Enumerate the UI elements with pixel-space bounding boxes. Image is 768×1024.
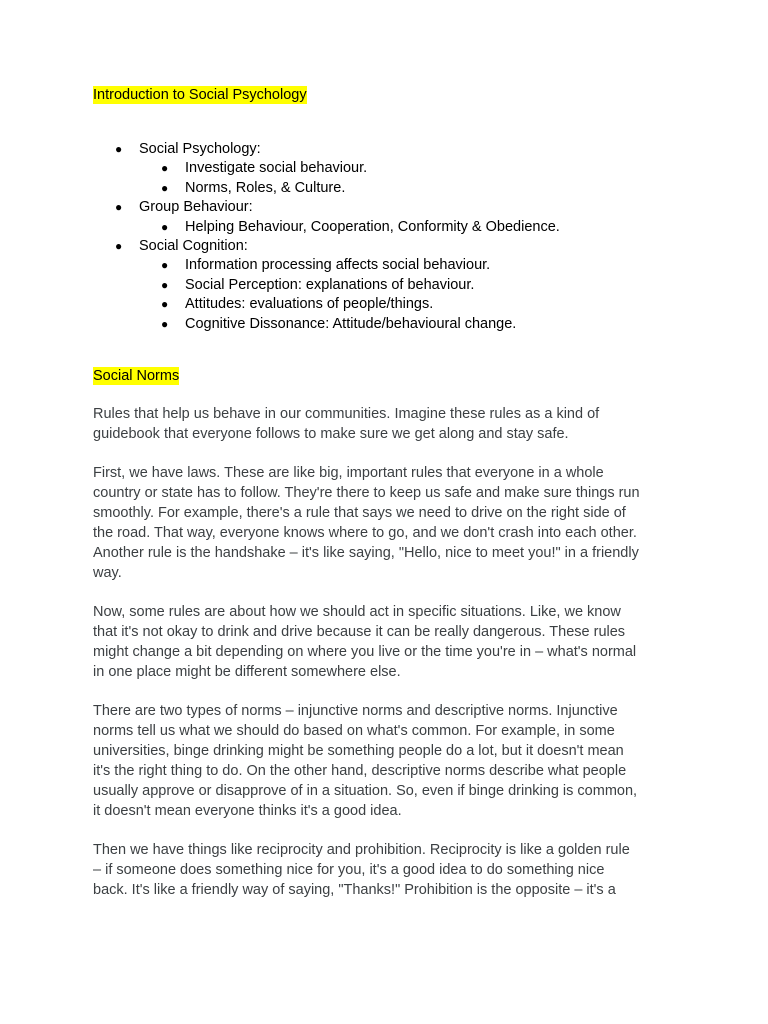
list-item xyxy=(93,218,683,237)
paragraph-line: in one place might be different somewhere else. xyxy=(93,664,401,681)
list-item-text: Group Behaviour: xyxy=(139,199,253,216)
list-item-text: Attitudes: evaluations of people/things. xyxy=(185,296,434,313)
bullet-dot-icon: ● xyxy=(161,316,169,331)
paragraph-line: First, we have laws. These are like big, important rules that everyone in a whole xyxy=(93,464,604,481)
list-item xyxy=(93,179,683,198)
list-item xyxy=(93,295,683,314)
bullet-dot-icon: ● xyxy=(115,200,123,215)
document-page xyxy=(93,86,683,900)
paragraphs xyxy=(93,404,683,900)
heading-intro: Introduction to Social Psychology xyxy=(93,87,307,103)
paragraph-line: Then we have things like reciprocity and prohibition. Reciprocity is like a golden rule xyxy=(93,841,630,858)
section-social-norms xyxy=(93,367,683,900)
list-item xyxy=(93,237,683,256)
bullet-dot-icon: ● xyxy=(115,239,123,254)
bullet-list xyxy=(93,140,683,334)
list-item-text: Investigate social behaviour. xyxy=(185,160,368,177)
list-item xyxy=(93,276,683,295)
paragraph-line: country or state has to follow. They're there to keep us safe and make sure things run xyxy=(93,484,640,501)
paragraph-line: might change a bit depending on where you live or the time you're in – what's normal xyxy=(93,644,637,660)
paragraph-line: There are two types of norms – injunctive norms and descriptive norms. Injunctive xyxy=(93,702,618,719)
list-item-text: Social Perception: explanations of behaviour. xyxy=(185,276,475,293)
list-item-text: Social Psychology: xyxy=(139,141,261,157)
bullet-dot-icon: ● xyxy=(161,277,169,292)
paragraph-line: the road. That way, everyone knows where to go, and we don't crash into each other. xyxy=(93,525,637,542)
paragraph-line: it's the right thing to do. On the other hand, descriptive norms describe what people xyxy=(93,762,627,779)
list-item-text: Cognitive Dissonance: Attitude/behavioural change. xyxy=(185,315,517,332)
list-item xyxy=(93,315,683,334)
list-item-text: Social Cognition: xyxy=(139,238,248,255)
list-item xyxy=(93,140,683,159)
paragraph xyxy=(93,463,683,584)
paragraph-line: – if someone does something nice for you, it's a good idea to do something nice xyxy=(93,861,605,878)
bullet-dot-icon: ● xyxy=(115,142,123,156)
paragraph-line: smoothly. For example, there's a rule that says we need to drive on the right side of xyxy=(93,504,626,521)
list-item xyxy=(93,198,683,217)
paragraph xyxy=(93,602,683,682)
paragraph xyxy=(93,701,683,822)
bullet-dot-icon: ● xyxy=(161,258,169,273)
paragraph xyxy=(93,404,683,444)
bullet-dot-icon: ● xyxy=(161,297,169,312)
paragraph xyxy=(93,840,683,900)
paragraph-line: Rules that help us behave in our communities. Imagine these rules as a kind of xyxy=(93,406,600,423)
paragraph-line: Another rule is the handshake – it's like saying, "Hello, nice to meet you!" in a friendly xyxy=(93,545,639,562)
bullet-dot-icon: ● xyxy=(161,219,169,234)
list-item-text: Helping Behaviour, Cooperation, Conformity & Obedience. xyxy=(185,218,560,235)
paragraph-line: Now, some rules are about how we should act in specific situations. Like, we know xyxy=(93,603,621,620)
paragraph-line: universities, binge drinking might be something people do a lot, but it doesn't mean xyxy=(93,742,624,759)
paragraph-line: guidebook that everyone follows to make sure we get along and stay safe. xyxy=(93,426,569,443)
list-item-text: Information processing affects social behaviour. xyxy=(185,257,491,274)
bullet-dot-icon: ● xyxy=(161,161,169,176)
heading-social-norms: Social Norms xyxy=(93,368,180,385)
paragraph-line: way. xyxy=(93,565,122,582)
list-item-text: Norms, Roles, & Culture. xyxy=(185,179,346,196)
bullet-dot-icon: ● xyxy=(161,180,169,195)
paragraph-line: back. It's like a friendly way of saying, "Thanks!" Prohibition is the opposite – it's a xyxy=(93,881,616,898)
paragraph-line: norms tell us what we should do based on what's common. For example, in some xyxy=(93,722,615,739)
paragraph-line: it doesn't mean everyone thinks it's a good idea. xyxy=(93,803,402,820)
paragraph-line: that it's not okay to drink and drive because it can be really dangerous. These rules xyxy=(93,623,626,640)
paragraph-line: usually approve or disapprove of in a situation. So, even if binge drinking is common, xyxy=(93,783,638,800)
list-item xyxy=(93,256,683,275)
list-item xyxy=(93,159,683,178)
